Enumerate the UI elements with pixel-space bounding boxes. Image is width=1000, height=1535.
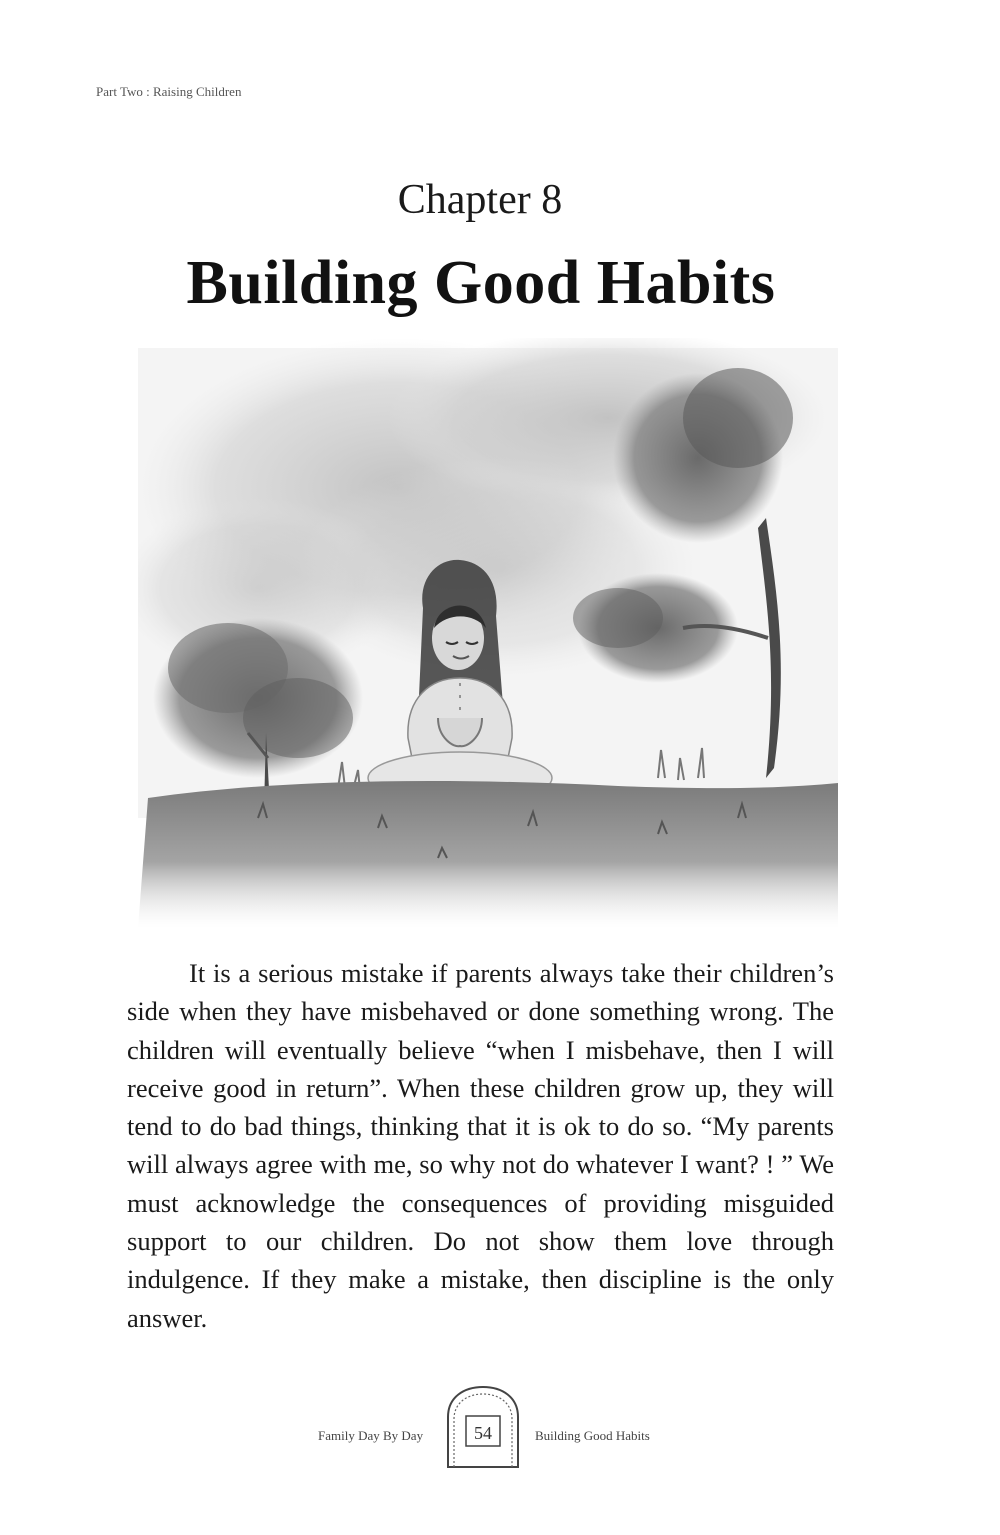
chapter-label: Chapter 8 [397, 177, 563, 223]
body-text [127, 954, 834, 1337]
footer-chapter-title: Building Good Habits [535, 1428, 650, 1443]
footer-book-title: Family Day By Day [318, 1428, 424, 1443]
body-paragraph: It is a serious mistake if parents always take their children’s side when they have misbehaved or done something wrong. The children will eventually believe “when I misbehave, then I will receive good in return”. When these children grow up, they will tend to do bad things, thinking that it is ok to do so. “My parents will always agree with me, so why not do whatever I want? ! ” We must acknowledge the consequences of providing misguided support to our children. Do not show them love through indulgence. If they make a mistake, then discipline is the only answer. [127, 958, 834, 1333]
running-head: Part Two : Raising Children [96, 84, 242, 99]
chapter-title: Building Good Habits [186, 249, 776, 317]
chapter-illustration [138, 338, 838, 928]
page-number: 54 [474, 1423, 492, 1443]
watercolor-girl-meditating-icon [138, 338, 838, 928]
